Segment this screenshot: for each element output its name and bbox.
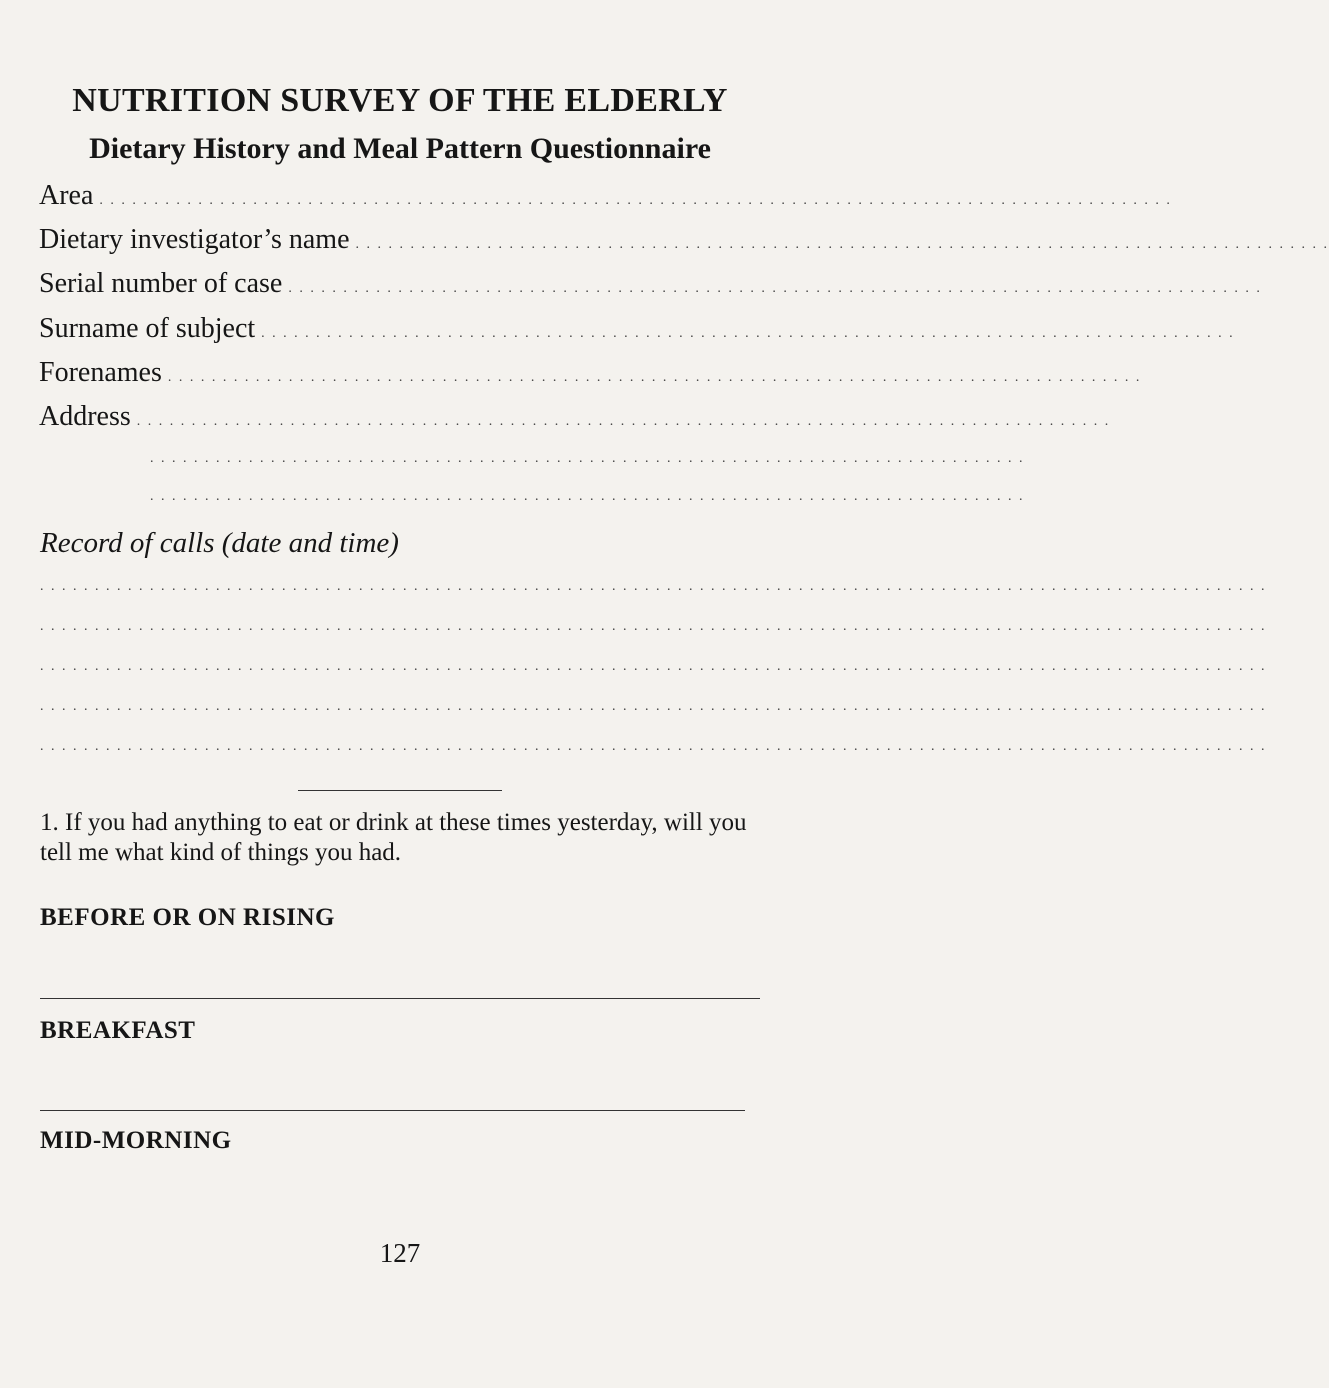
document-subtitle: Dietary History and Meal Pattern Questionnaire: [89, 132, 711, 165]
answer-line-before-rising[interactable]: [40, 998, 760, 999]
address-line-2[interactable]: . . . . . . . . . . . . . . . . . . . . . . . . . . . . . . . . . . . . . . . . . . . . . . . . . . . . . . . . . . . . . . . . . . . . . . . . . . . . . . . .: [150, 451, 1025, 466]
fill-in-line: . . . . . . . . . . . . . . . . . . . . . . . . . . . . . . . . . . . . . . . . . . . . . . . . . . . . . . . . . . . . . . . . . . . . . . . . . . . . . . . . . . . . . . . . .: [261, 326, 1235, 341]
fill-in-line: . . . . . . . . . . . . . . . . . . . . . . . . . . . . . . . . . . . . . . . . . . . . . . . . . . . . . . . . . . . . . . . . . . . . . . . . . . . . . . . . . . . . . . . . .: [167, 370, 1142, 385]
fill-in-line: . . . . . . . . . . . . . . . . . . . . . . . . . . . . . . . . . . . . . . . . . . . . . . . . . . . . . . . . . . . . . . . . . . . . . . . . . . . . . . . . . . . . . . . . . . . . . . . . . .: [99, 193, 1172, 208]
document-title: NUTRITION SURVEY OF THE ELDERLY: [72, 82, 728, 119]
field-area[interactable]: [39, 180, 1172, 214]
record-of-calls-line-5[interactable]: . . . . . . . . . . . . . . . . . . . . . . . . . . . . . . . . . . . . . . . . . . . . . . . . . . . . . . . . . . . . . . . . . . . . . . . . . . . . . . . . . . . . . . . . . . . . . . . . . . . . . . . . . . . . . . . .: [40, 739, 1267, 754]
page-number: 127: [379, 1238, 421, 1268]
field-label-serial-number: Serial number of case: [39, 268, 283, 299]
field-label-address: Address: [39, 401, 131, 432]
section-breakfast: BREAKFAST: [40, 1017, 196, 1044]
field-investigator-name[interactable]: [39, 224, 1329, 258]
field-surname[interactable]: [39, 313, 1235, 347]
record-of-calls-line-2[interactable]: . . . . . . . . . . . . . . . . . . . . . . . . . . . . . . . . . . . . . . . . . . . . . . . . . . . . . . . . . . . . . . . . . . . . . . . . . . . . . . . . . . . . . . . . . . . . . . . . . . . . . . . . . . . . . . . .: [40, 619, 1267, 634]
fill-in-line: . . . . . . . . . . . . . . . . . . . . . . . . . . . . . . . . . . . . . . . . . . . . . . . . . . . . . . . . . . . . . . . . . . . . . . . . . . . . . . . . . . . . . . . . .: [355, 237, 1329, 252]
field-label-area: Area: [39, 180, 94, 211]
section-mid-morning: MID-MORNING: [40, 1127, 232, 1154]
answer-line-breakfast[interactable]: [40, 1110, 745, 1111]
record-of-calls-line-3[interactable]: . . . . . . . . . . . . . . . . . . . . . . . . . . . . . . . . . . . . . . . . . . . . . . . . . . . . . . . . . . . . . . . . . . . . . . . . . . . . . . . . . . . . . . . . . . . . . . . . . . . . . . . . . . . . . . . .: [40, 659, 1267, 674]
section-before-rising: BEFORE OR ON RISING: [40, 904, 335, 931]
record-of-calls-line-1[interactable]: . . . . . . . . . . . . . . . . . . . . . . . . . . . . . . . . . . . . . . . . . . . . . . . . . . . . . . . . . . . . . . . . . . . . . . . . . . . . . . . . . . . . . . . . . . . . . . . . . . . . . . . . . . . . . . . .: [40, 579, 1267, 594]
field-address[interactable]: [39, 401, 1111, 435]
fill-in-line: . . . . . . . . . . . . . . . . . . . . . . . . . . . . . . . . . . . . . . . . . . . . . . . . . . . . . . . . . . . . . . . . . . . . . . . . . . . . . . . . . . . . . . . . .: [136, 414, 1111, 429]
address-line-3[interactable]: . . . . . . . . . . . . . . . . . . . . . . . . . . . . . . . . . . . . . . . . . . . . . . . . . . . . . . . . . . . . . . . . . . . . . . . . . . . . . . . .: [150, 489, 1025, 504]
field-serial-number[interactable]: [39, 268, 1262, 302]
record-of-calls-line-4[interactable]: . . . . . . . . . . . . . . . . . . . . . . . . . . . . . . . . . . . . . . . . . . . . . . . . . . . . . . . . . . . . . . . . . . . . . . . . . . . . . . . . . . . . . . . . . . . . . . . . . . . . . . . . . . . . . . . .: [40, 699, 1267, 714]
record-of-calls-heading: Record of calls (date and time): [40, 527, 399, 559]
field-forenames[interactable]: [39, 357, 1142, 391]
field-label-investigator-name: Dietary investigator’s name: [39, 224, 350, 255]
field-label-forenames: Forenames: [39, 357, 162, 388]
section-divider: [298, 790, 502, 791]
fill-in-line: . . . . . . . . . . . . . . . . . . . . . . . . . . . . . . . . . . . . . . . . . . . . . . . . . . . . . . . . . . . . . . . . . . . . . . . . . . . . . . . . . . . . . . . . .: [288, 281, 1262, 296]
field-label-surname: Surname of subject: [39, 313, 256, 344]
question-1: 1. If you had anything to eat or drink at these times yesterday, will you tell me what kind of things you had.: [40, 809, 747, 866]
